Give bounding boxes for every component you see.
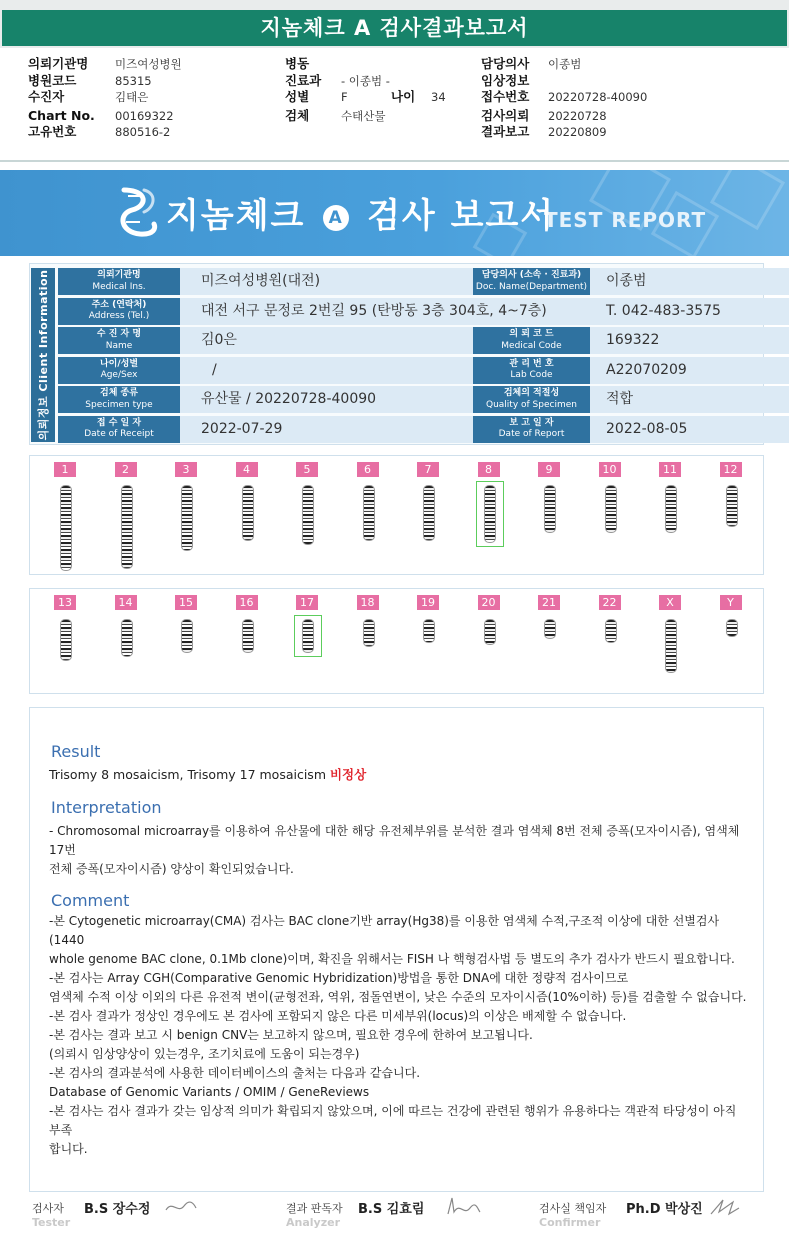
header-row <box>481 107 607 125</box>
client-label-en: Age/Sex <box>100 370 138 380</box>
comment-line: 염색체 수적 이상 이외의 다른 유전적 변이(균형전좌, 역위, 점돌연변이, 낮은 수준의 모자이시즘(10%이하) 등)를 검출할 수 없습니다. <box>49 990 747 1004</box>
chromosome-number: 20 <box>478 595 500 610</box>
client-label-en: Medical Ins. <box>92 281 146 292</box>
header-row <box>28 124 171 141</box>
chromosome-ideogram <box>544 619 556 639</box>
interpretation-line: 전체 증폭(모자이시즘) 양상이 확인되었습니다. <box>49 862 294 876</box>
client-label-ko: 관 리 번 호 <box>509 358 554 369</box>
chromosome-ideogram <box>242 485 254 541</box>
chromosome-number: 6 <box>357 462 379 477</box>
age-value: 34 <box>431 90 446 104</box>
banner-title-text-2: 검사 보고서 <box>367 196 556 236</box>
header-label: 고유번호 <box>28 124 77 139</box>
age-label: 나이 <box>391 89 416 104</box>
signature-mark-icon <box>446 1196 482 1218</box>
client-label-en: Address (Tel.) <box>88 311 150 321</box>
client-label-ko: 담당의사 (소속 · 진료과) <box>481 270 582 280</box>
header-label: 병동 <box>285 56 310 71</box>
header-value: 20220809 <box>548 125 607 139</box>
hex-decoration <box>710 170 785 230</box>
client-side-text: 의뢰정보 Client Information <box>37 269 50 441</box>
client-value: 2022-08-05 <box>590 416 789 443</box>
comment-line: 합니다. <box>49 1142 88 1156</box>
client-value: 169322 <box>590 327 789 354</box>
chromosome-highlight <box>476 481 504 547</box>
banner-badge: A <box>323 205 349 231</box>
client-label <box>58 298 180 325</box>
result-abnormal-flag: 비정상 <box>329 767 367 782</box>
comment-line: (의뢰시 임상양상이 있는경우, 조기치료에 도움이 되는경우) <box>49 1047 360 1061</box>
comment-line: -본 검사 결과가 정상인 경우에도 본 검사에 포함되지 않은 다른 미세부위(locus)의 이상은 배제할 수 없습니다. <box>49 1009 627 1023</box>
chromosome-ideogram <box>60 619 72 661</box>
header-row <box>481 124 607 141</box>
client-label-en: Date of Report <box>498 429 565 439</box>
client-label-en: Name <box>105 340 133 351</box>
chromosome-number: 2 <box>115 462 137 477</box>
header-label: 담당의사 <box>481 56 530 71</box>
header-row <box>28 56 182 73</box>
signature-name: B.S 장수정 <box>84 1202 151 1217</box>
client-label-ko: 주소 (연락처) <box>91 299 147 310</box>
chromosome-ideogram <box>60 485 72 571</box>
client-label-ko: 검체 종류 <box>100 388 138 398</box>
client-label <box>58 386 180 413</box>
client-value: 유산물 / 20220728-40090 <box>180 386 473 413</box>
client-label-en: Lab Code <box>510 370 553 380</box>
header-label: 임상정보 <box>481 72 530 88</box>
client-value: 2022-07-29 <box>180 416 473 443</box>
chromosome-number: 4 <box>236 462 258 477</box>
chromosome-ideogram <box>181 619 193 653</box>
header-col-1 <box>28 56 182 141</box>
chromosome-ideogram <box>665 485 677 533</box>
chromosome-number: 18 <box>357 595 379 610</box>
client-label <box>58 416 180 443</box>
chromosome-ideogram <box>726 619 738 637</box>
client-value: / <box>180 357 473 384</box>
interpretation-title: Interpretation <box>51 798 162 817</box>
client-label-ko: 수 진 자 명 <box>96 329 142 339</box>
chromosome-number: 19 <box>417 595 439 610</box>
chromosome-ideogram <box>484 619 496 645</box>
client-label-ko: 보 고 일 자 <box>509 417 554 428</box>
client-label-en: Date of Receipt <box>84 429 154 439</box>
chromosome-number: 8 <box>478 462 500 477</box>
signature-role: 결과 판독자 <box>286 1202 343 1215</box>
result-title: Result <box>51 742 101 761</box>
signature-mark-icon <box>709 1196 741 1218</box>
client-value: 미즈여성병원(대전) <box>180 268 473 295</box>
client-label-ko: 접 수 일 자 <box>96 417 142 428</box>
chromosome-panel-2 <box>29 588 764 694</box>
signature-tester <box>32 1200 151 1229</box>
chromosome-number: 9 <box>538 462 560 477</box>
chromosome-highlight <box>294 615 322 657</box>
header-col-2 <box>285 56 446 124</box>
chromosome-ideogram <box>121 619 133 657</box>
chromosome-ideogram <box>423 619 435 643</box>
chromosome-ideogram <box>544 485 556 533</box>
chromosome-number: 3 <box>175 462 197 477</box>
header-label: 의뢰기관명 <box>28 56 89 71</box>
comment-line: -본 검사는 Array CGH(Comparative Genomic Hybridization)방법을 통한 DNA에 대한 정량적 검사이므로 <box>49 971 629 985</box>
client-label <box>473 327 590 354</box>
interpretation-line: - Chromosomal microarray를 이용하여 유산물에 대한 해당 유전체부위를 분석한 결과 염색체 8번 전체 증폭(모자이시즘), 염색체 17번 <box>49 824 740 857</box>
banner-title <box>166 188 555 237</box>
banner-subtitle: TEST REPORT <box>544 208 707 232</box>
chromosome-number: 21 <box>538 595 560 610</box>
chromosome-ideogram <box>665 619 677 673</box>
signature-role: 검사자 <box>32 1202 64 1215</box>
client-label-ko: 의뢰기관명 <box>97 270 141 280</box>
header-row <box>28 72 152 90</box>
signature-analyzer <box>286 1200 425 1229</box>
header-divider <box>0 160 789 162</box>
chromosome-number: 13 <box>54 595 76 610</box>
chromosome-panel-1 <box>29 455 764 575</box>
result-text: Trisomy 8 mosaicism, Trisomy 17 mosaicism <box>49 767 326 782</box>
client-value: 적합 <box>590 386 789 413</box>
report-title: 지놈체크 A 검사결과보고서 <box>2 10 787 46</box>
interpretation-text <box>49 822 749 879</box>
client-label <box>58 327 180 354</box>
header-row <box>481 56 582 73</box>
signature-name: B.S 김효림 <box>358 1202 425 1217</box>
header-value: 20220728 <box>548 108 607 123</box>
banner-title-text: 지놈체크 <box>166 196 306 236</box>
header-row <box>285 56 321 73</box>
signature-mark-icon <box>164 1196 198 1216</box>
header-label: 성별 <box>285 89 310 104</box>
chromosome-number: 7 <box>417 462 439 477</box>
header-row <box>28 107 174 125</box>
chromosome-ideogram <box>363 485 375 541</box>
comment-text <box>49 912 749 1159</box>
client-label <box>473 268 590 295</box>
client-label-en: Quality of Specimen <box>486 399 577 410</box>
header-value: - 이종범 - <box>341 73 390 88</box>
chromosome-number: 15 <box>175 595 197 610</box>
header-row <box>28 89 149 106</box>
chromosome-number: 22 <box>599 595 621 610</box>
signature-confirmer <box>539 1200 703 1229</box>
chromosome-number: 10 <box>599 462 621 477</box>
client-label <box>473 386 590 413</box>
signature-role-en: Analyzer <box>286 1216 340 1229</box>
chromosome-number: 5 <box>296 462 318 477</box>
header-value: 00169322 <box>115 108 174 123</box>
report-banner <box>0 170 789 256</box>
signature-role-en: Tester <box>32 1216 71 1229</box>
chromosome-ideogram <box>242 619 254 653</box>
client-label <box>58 357 180 384</box>
chromosome-ideogram <box>302 485 314 545</box>
client-label-ko: 나이/성별 <box>99 358 139 369</box>
header-label: 병원코드 <box>28 72 77 88</box>
header-row <box>285 72 390 90</box>
header-value: 20220728-40090 <box>548 90 648 104</box>
header-label: 진료과 <box>285 72 322 88</box>
comment-line: Database of Genomic Variants / OMIM / GeneReviews <box>49 1085 370 1099</box>
chromosome-number: 16 <box>236 595 258 610</box>
comment-line: -본 Cytogenetic microarray(CMA) 검사는 BAC clone기반 array(Hg38)를 이용한 염색체 수적,구조적 이상에 대한 선별검사(1440 <box>49 914 720 947</box>
client-label <box>473 357 590 384</box>
chromosome-number: 11 <box>659 462 681 477</box>
chromosome-ideogram <box>605 485 617 533</box>
chromosome-number: Y <box>720 595 742 610</box>
client-info-row <box>58 416 789 443</box>
client-value: 이종범 <box>590 268 789 295</box>
header-label: 수진자 <box>28 89 65 104</box>
client-info-row <box>58 357 789 384</box>
header-value: 이종범 <box>548 57 582 71</box>
client-label-ko: 검체의 적절성 <box>503 388 560 398</box>
chromosome-number: 1 <box>54 462 76 477</box>
header-label: Chart No. <box>28 107 95 123</box>
chromosome-number: 12 <box>720 462 742 477</box>
header-label: 검체 <box>285 107 310 123</box>
header-label: 접수번호 <box>481 89 530 104</box>
client-value: A22070209 <box>590 357 789 384</box>
client-label <box>473 416 590 443</box>
comment-line: whole genome BAC clone, 0.1Mb clone)이며, 확진을 위해서는 FISH 나 핵형검사법 등 별도의 추가 검사가 반드시 필요합니다. <box>49 952 735 966</box>
chromosome-ideogram <box>605 619 617 643</box>
client-value: T. 042-483-3575 <box>590 298 789 325</box>
comment-line: -본 검사는 검사 결과가 갖는 임상적 의미가 확립되지 않았으며, 이에 따르는 건강에 관련된 행위가 유용하다는 객관적 타당성이 아직 부족 <box>49 1104 737 1137</box>
signature-role: 검사실 책임자 <box>539 1202 607 1215</box>
header-value: 85315 <box>115 73 152 88</box>
header-row <box>285 107 386 125</box>
header-value: 수태산물 <box>341 108 386 123</box>
header-row <box>285 89 446 106</box>
comment-line: -본 검사의 결과분석에 사용한 데이터베이스의 출처는 다음과 같습니다. <box>49 1066 421 1080</box>
header-value: 미즈여성병원 <box>115 57 182 71</box>
header-row <box>481 73 529 90</box>
client-info-row <box>58 268 789 295</box>
client-label-ko: 의 뢰 코 드 <box>509 329 554 339</box>
client-info-row <box>58 327 789 354</box>
header-col-3 <box>481 56 648 141</box>
signature-name: Ph.D 박상진 <box>626 1202 703 1217</box>
client-info-row <box>58 298 789 325</box>
report-header <box>0 56 789 156</box>
signature-role-en: Confirmer <box>539 1216 601 1229</box>
chromosome-number: 14 <box>115 595 137 610</box>
title-bar <box>0 0 789 48</box>
dna-logo-icon <box>114 184 162 240</box>
chromosome-ideogram <box>181 485 193 551</box>
header-label: 결과보고 <box>481 124 530 139</box>
client-value: 김0은 <box>180 327 473 354</box>
client-value: 대전 서구 문정로 2번길 95 (탄방동 3층 304호, 4~7층) <box>180 298 590 325</box>
client-label-en: Doc. Name(Department) <box>475 281 588 292</box>
chromosome-ideogram <box>726 485 738 527</box>
client-label-en: Medical Code <box>501 340 562 351</box>
chromosome-number: X <box>659 595 681 610</box>
client-info-side-label <box>31 268 55 442</box>
chromosome-ideogram <box>121 485 133 569</box>
client-label <box>58 268 180 295</box>
chromosome-ideogram <box>423 485 435 541</box>
comment-title: Comment <box>51 891 130 910</box>
client-label-en: Specimen type <box>85 399 153 410</box>
header-row <box>481 89 648 106</box>
header-value: F <box>341 90 348 104</box>
result-text-line <box>49 765 749 784</box>
header-value: 880516-2 <box>115 125 171 139</box>
chromosome-ideogram <box>363 619 375 647</box>
client-info-row <box>58 386 789 413</box>
header-value: 김태은 <box>115 90 149 104</box>
chromosome-number: 17 <box>296 595 318 610</box>
header-label: 검사의뢰 <box>481 107 530 123</box>
comment-line: -본 검사는 결과 보고 시 benign CNV는 보고하지 않으며, 필요한 경우에 한하여 보고됩니다. <box>49 1028 533 1042</box>
